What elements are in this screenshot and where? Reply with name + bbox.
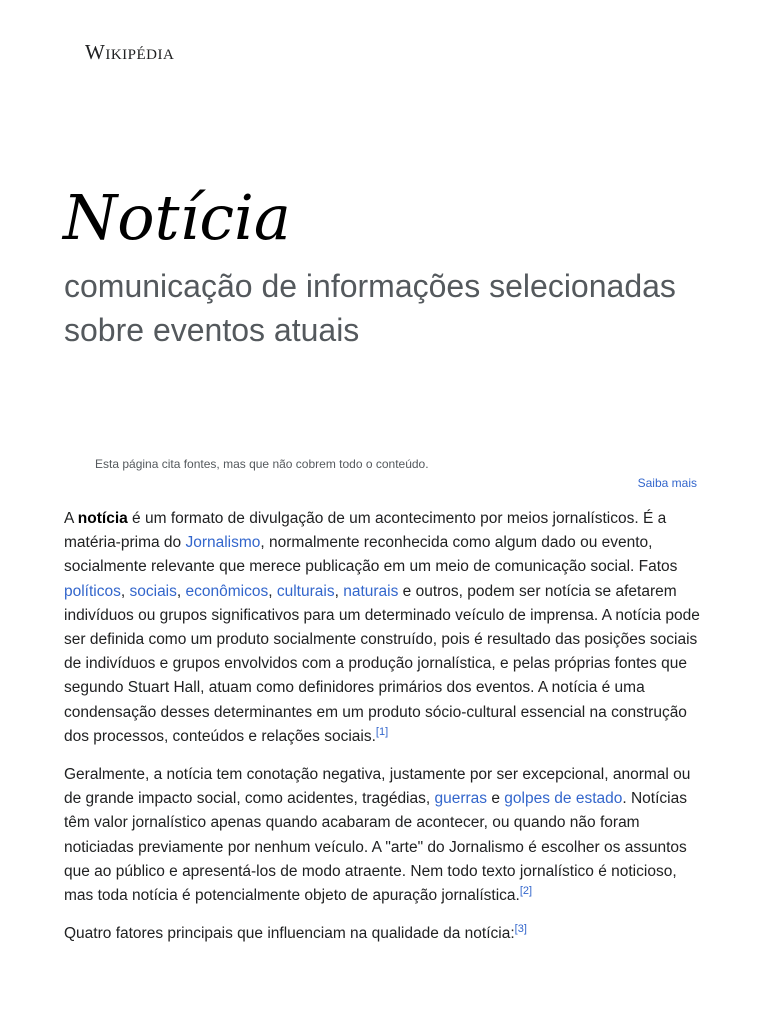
reference-2-link[interactable]: [2] <box>519 885 533 898</box>
page-subtitle: comunicação de informações selecionadas sobre eventos atuais <box>64 268 676 348</box>
link-jornalismo[interactable]: Jornalismo <box>185 534 261 552</box>
reference-3-link[interactable]: [3] <box>514 923 527 936</box>
link-guerras[interactable]: guerras <box>434 790 488 808</box>
text: Geralmente, a notícia tem conotação negativa, justamente por ser excepcional, anormal ou de grande impacto social, como acidentes, tragédias, <box>64 766 691 808</box>
reference-1[interactable] <box>376 726 388 738</box>
page-title: Notícia <box>63 181 291 254</box>
link-naturais[interactable]: naturais <box>343 582 399 600</box>
citation-notice: Esta página cita fontes, mas que não cobrem todo o conteúdo. <box>95 457 429 471</box>
separator: , <box>176 582 186 600</box>
reference-1-link[interactable]: [1] <box>375 725 389 738</box>
paragraph-2 <box>64 763 704 908</box>
text: Quatro fatores principais que influenciam na qualidade da notícia: <box>64 925 515 943</box>
text: e outros, podem ser notícia se afetarem indivíduos ou grupos significativos para um determinado veículo de imprensa. A notícia pode ser definida como um produto socialmente construído, pois é resultado das posições sociais de indivíduos e grupos envolvidos com a produção jornalística, e pelas próprias fontes que segundo Stuart Hall, atuam como definidores primários dos eventos. A notícia é uma condensação desses determinantes em um produto sócio-cultural essencial na construção dos processos, conteúdos e relações sociais. <box>64 582 700 745</box>
text: A <box>64 510 78 527</box>
paragraph-3 <box>64 922 704 946</box>
separator: , <box>120 582 130 600</box>
text: e <box>487 790 505 808</box>
text: é um formato de divulgação de um acontecimento por meios jornalísticos. É a matéria-prima do <box>64 510 667 552</box>
link-economicos[interactable]: econômicos <box>185 582 269 600</box>
wikipedia-wordmark[interactable]: Wikipédia <box>85 40 175 64</box>
text: . Notícias têm valor jornalístico apenas quando acabaram de acontecer, ou quando não foram noticiadas previamente por nenhum veículo. A "arte" do Jornalismo é escolher os assuntos que ao público e apresentá-los de modo atraente. Nem todo texto jornalístico é noticioso, mas toda notícia é potencialmente objeto de apuração jornalística. <box>64 790 687 905</box>
paragraph-1 <box>64 507 704 749</box>
link-politicos[interactable]: políticos <box>64 582 121 600</box>
article-body <box>64 507 704 960</box>
reference-2[interactable] <box>520 885 532 897</box>
link-sociais[interactable]: sociais <box>129 582 177 600</box>
link-culturais[interactable]: culturais <box>276 582 335 600</box>
separator: , <box>334 582 344 600</box>
reference-3[interactable] <box>515 923 527 935</box>
bold-term: notícia <box>77 510 128 527</box>
text: , normalmente reconhecida como algum dado ou evento, socialmente relevante que merece publicação em um meio de comunicação social. Fatos <box>64 534 678 576</box>
link-golpes-de-estado[interactable]: golpes de estado <box>504 790 623 808</box>
learn-more-link[interactable]: Saiba mais <box>637 476 697 490</box>
separator: , <box>268 582 277 600</box>
